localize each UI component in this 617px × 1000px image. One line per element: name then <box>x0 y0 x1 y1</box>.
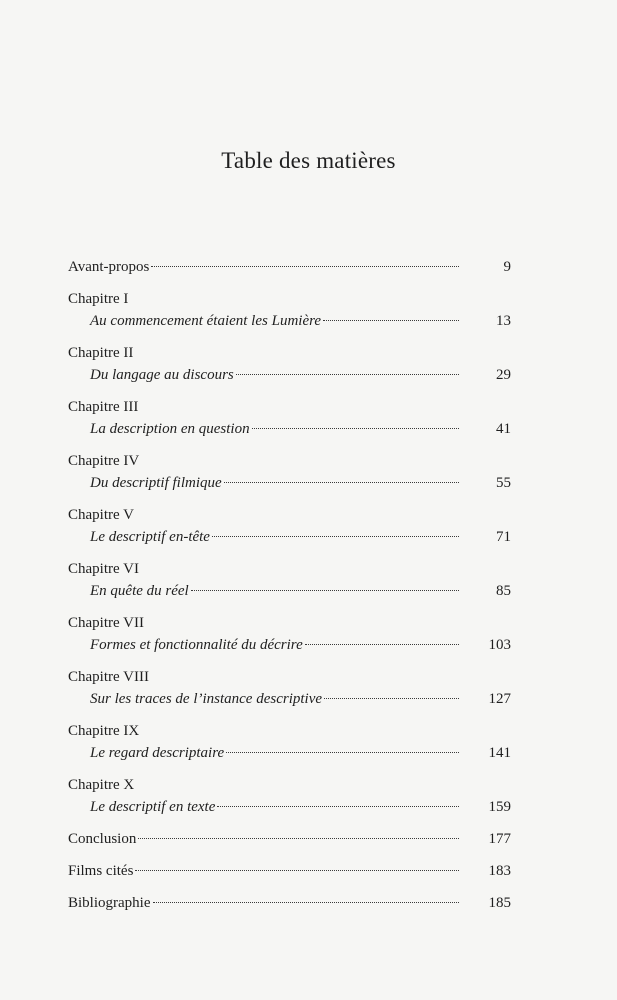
toc-line <box>68 472 511 494</box>
toc-page-number: 9 <box>503 259 511 275</box>
toc-line <box>68 310 511 332</box>
toc-line <box>68 892 511 914</box>
toc-page-number: 55 <box>496 475 511 491</box>
toc-entry-chapter-6 <box>68 558 511 602</box>
toc-entry-chapter-2 <box>68 342 511 386</box>
toc-entry-chapter-5 <box>68 504 511 548</box>
chapter-title: Du descriptif filmique <box>90 475 222 491</box>
dot-leader <box>217 806 459 807</box>
dot-leader <box>191 590 459 591</box>
toc-page-number: 41 <box>496 421 511 437</box>
dot-leader <box>323 320 459 321</box>
toc-entry-chapter-10 <box>68 774 511 818</box>
chapter-label: Chapitre IV <box>68 453 140 469</box>
toc-line <box>68 418 511 440</box>
toc-line <box>68 828 511 850</box>
toc-line <box>68 860 511 882</box>
chapter-title: La description en question <box>90 421 250 437</box>
toc-entry-chapter-7 <box>68 612 511 656</box>
chapter-title: Au commencement étaient les Lumière <box>90 313 322 329</box>
dot-leader <box>138 838 459 839</box>
chapter-title: Du langage au discours <box>90 367 234 383</box>
chapter-label: Chapitre III <box>68 399 139 415</box>
chapter-title: En quête du réel <box>90 583 189 599</box>
chapter-label: Chapitre IX <box>68 723 140 739</box>
toc-entry-bibliographie <box>68 892 511 914</box>
dot-leader <box>212 536 459 537</box>
toc-page-number: 185 <box>488 895 511 911</box>
toc-page-number: 13 <box>496 313 511 329</box>
toc-entry-title: Bibliographie <box>68 895 151 911</box>
toc-line <box>68 364 511 386</box>
chapter-label: Chapitre VIII <box>68 669 149 685</box>
chapter-label: Chapitre I <box>68 291 129 307</box>
dot-leader <box>305 644 459 645</box>
toc-entry-chapter-3 <box>68 396 511 440</box>
toc-entry-title: Conclusion <box>68 831 137 847</box>
toc-page-number: 71 <box>496 529 511 545</box>
dot-leader <box>324 698 459 699</box>
toc-line <box>68 580 511 602</box>
toc-line <box>68 526 511 548</box>
chapter-label: Chapitre X <box>68 777 135 793</box>
toc-line <box>68 688 511 710</box>
toc-page-number: 29 <box>496 367 511 383</box>
toc-entry-chapter-4 <box>68 450 511 494</box>
table-of-contents <box>68 256 511 914</box>
toc-line <box>68 796 511 818</box>
chapter-title: Sur les traces de l’instance descriptive <box>90 691 323 707</box>
page-title: Table des matières <box>221 148 396 173</box>
dot-leader <box>226 752 459 753</box>
toc-entry-conclusion <box>68 828 511 850</box>
toc-entry-chapter-1 <box>68 288 511 332</box>
chapter-label: Chapitre VI <box>68 561 139 577</box>
toc-page-number: 127 <box>488 691 511 707</box>
chapter-label: Chapitre II <box>68 345 134 361</box>
toc-page-number: 103 <box>488 637 511 653</box>
dot-leader <box>135 870 459 871</box>
toc-page-number: 159 <box>488 799 511 815</box>
toc-page-number: 141 <box>488 745 511 761</box>
toc-line <box>68 742 511 764</box>
toc-entry-avant-propos <box>68 256 511 278</box>
chapter-title: Le descriptif en texte <box>90 799 216 815</box>
toc-entry-title: Avant-propos <box>68 259 150 275</box>
dot-leader <box>151 266 459 267</box>
dot-leader <box>236 374 459 375</box>
toc-entry-chapter-9 <box>68 720 511 764</box>
chapter-label: Chapitre VII <box>68 615 144 631</box>
toc-line <box>68 256 511 278</box>
toc-line <box>68 634 511 656</box>
toc-page-number: 183 <box>488 863 511 879</box>
toc-entry-chapter-8 <box>68 666 511 710</box>
chapter-title: Le descriptif en-tête <box>90 529 210 545</box>
toc-page-number: 85 <box>496 583 511 599</box>
dot-leader <box>153 902 460 903</box>
dot-leader <box>224 482 459 483</box>
dot-leader <box>252 428 459 429</box>
chapter-title: Formes et fonctionnalité du décrire <box>90 637 303 653</box>
chapter-label: Chapitre V <box>68 507 134 523</box>
toc-entry-title: Films cités <box>68 863 134 879</box>
toc-entry-films-cites <box>68 860 511 882</box>
chapter-title: Le regard descriptaire <box>90 745 225 761</box>
toc-page-number: 177 <box>488 831 511 847</box>
